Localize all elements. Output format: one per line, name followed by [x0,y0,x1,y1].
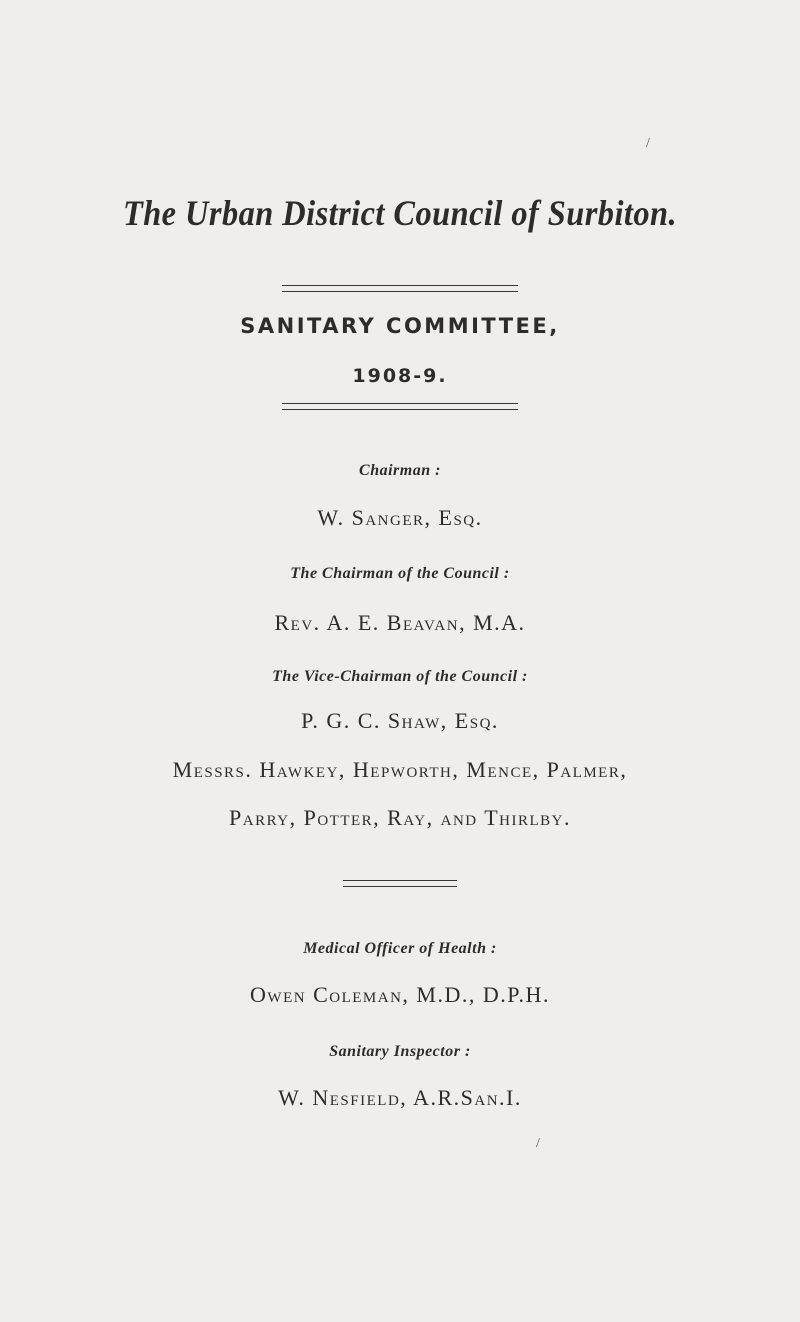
pencil-tick-mark: / [646,136,650,151]
committee-year: 1908-9. [352,365,448,387]
double-rule-divider [282,403,518,410]
medical-officer-name: Owen Coleman, M.D., D.P.H. [250,982,550,1007]
vice-chairman-role: The Vice-Chairman of the Council : [272,668,528,685]
double-rule-divider [282,285,518,292]
pencil-tick-mark: / [536,1136,540,1151]
chairman-name: W. Sanger, Esq. [317,505,483,530]
vice-chairman-name: P. G. C. Shaw, Esq. [301,708,499,733]
council-title: The Urban District Council of Surbiton. [122,193,678,233]
sanitary-inspector-name: W. Nesfield, A.R.San.I. [278,1085,522,1110]
members-line-2: Parry, Potter, Ray, and Thirlby. [229,805,571,830]
council-chairman-role: The Chairman of the Council : [290,565,510,582]
council-chairman-name: Rev. A. E. Beavan, M.A. [274,610,526,635]
sanitary-inspector-role: Sanitary Inspector : [329,1043,471,1060]
committee-heading: SANITARY COMMITTEE, [240,314,560,338]
members-line-1: Messrs. Hawkey, Hepworth, Mence, Palmer, [172,757,628,782]
medical-officer-role: Medical Officer of Health : [303,940,497,957]
double-rule-divider [343,880,457,887]
chairman-role: Chairman : [359,462,441,479]
